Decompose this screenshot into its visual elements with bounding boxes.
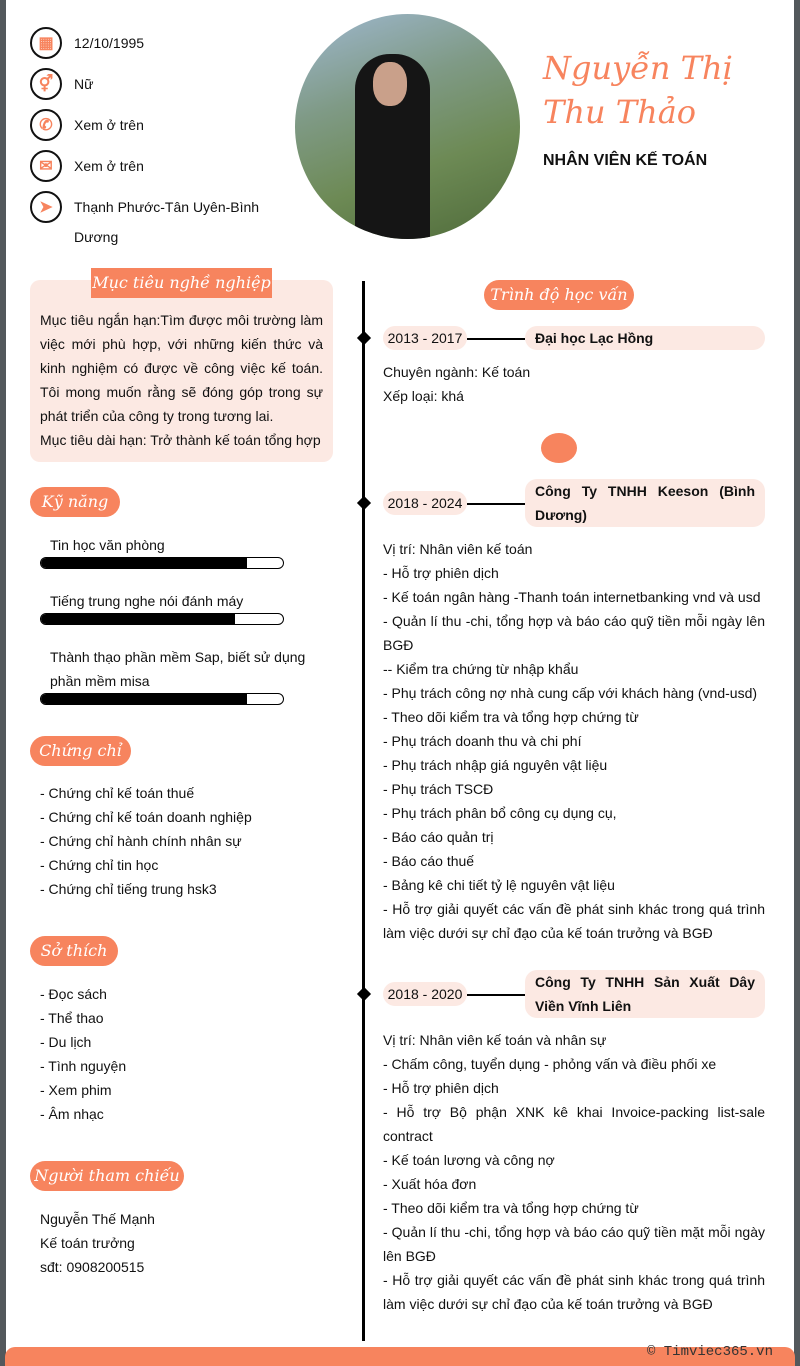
- job-duty: -- Kiểm tra chứng từ nhập khẩu: [383, 661, 579, 677]
- right-scrollbar[interactable]: [794, 0, 800, 1366]
- list-item: - Âm nhạc: [40, 1106, 104, 1122]
- reference-heading: Người tham chiếu: [30, 1161, 184, 1191]
- connector-line: [467, 994, 525, 996]
- job-duty: - Xuất hóa đơn: [383, 1176, 477, 1192]
- birthdate: 12/10/1995: [74, 35, 145, 51]
- job-date: 2018 - 2020: [383, 982, 467, 1006]
- gender: Nữ: [74, 76, 94, 92]
- job-title: NHÂN VIÊN KẾ TOÁN: [543, 152, 708, 169]
- skill-label: Thành thạo phần mềm Sap, biết sử dụng phần mềm misa: [50, 649, 306, 689]
- job-duty: - Hỗ trợ phiên dịch: [383, 565, 499, 581]
- phone-icon: ✆: [30, 109, 62, 141]
- job-duty: - Phụ trách TSCĐ: [383, 781, 494, 797]
- skill-bar: [40, 613, 284, 625]
- profile-photo: [295, 14, 520, 239]
- skill-label: Tin học văn phòng: [50, 537, 165, 553]
- watermark: © Timviec365.vn: [646, 1344, 773, 1360]
- reference-name: Nguyễn Thế Mạnh: [40, 1211, 155, 1227]
- hobbies-list: [40, 982, 126, 1126]
- list-item: - Chứng chỉ hành chính nhân sự: [40, 833, 242, 849]
- objective-short: Mục tiêu ngắn hạn:Tìm được môi trường làm việc mới phù hợp, với những kiến thức và kinh nghiệm có được về công việc kế toán. Tôi mong muốn rằng sẽ đóng góp trong sự phát triển của công ty trong tương lai.: [40, 312, 323, 424]
- calendar-icon: ▦: [30, 27, 62, 59]
- job-duty: - Phụ trách doanh thu và chi phí: [383, 733, 582, 749]
- list-item: - Chứng chỉ tin học: [40, 857, 159, 873]
- list-item: - Xem phim: [40, 1082, 112, 1098]
- job-duty: - Kế toán lương và công nợ: [383, 1152, 555, 1168]
- skill-bar-fill: [41, 558, 247, 568]
- list-item: - Thể thao: [40, 1010, 104, 1026]
- list-item: - Du lịch: [40, 1034, 92, 1050]
- job-duty: - Phụ trách công nợ nhà cung cấp với khách hàng (vnd-usd): [383, 685, 758, 701]
- skill-bar: [40, 693, 284, 705]
- education-major: Chuyên ngành: Kế toán: [383, 364, 531, 380]
- job-duty: Vị trí: Nhân viên kế toán: [383, 541, 533, 557]
- job-duty: Vị trí: Nhân viên kế toán và nhân sự: [383, 1032, 607, 1048]
- gender-icon: ⚥: [30, 68, 62, 100]
- email: Xem ở trên: [74, 158, 144, 174]
- skill-bar-fill: [41, 694, 247, 704]
- location-icon: ➤: [30, 191, 62, 223]
- timeline-marker: [357, 331, 371, 345]
- certificates-heading: Chứng chỉ: [30, 736, 131, 766]
- objective-heading: Mục tiêu nghề nghiệp: [91, 268, 272, 298]
- list-item: - Chứng chỉ kế toán doanh nghiệp: [40, 809, 252, 825]
- job-company: Công Ty TNHH Sản Xuất Dây Viền Vĩnh Liên: [525, 970, 765, 1018]
- education-details: [383, 360, 765, 408]
- job-duty: - Theo dõi kiểm tra và tổng hợp chứng từ: [383, 709, 639, 725]
- timeline-marker: [357, 496, 371, 510]
- reference-position: Kế toán trưởng: [40, 1235, 135, 1251]
- job-details: [383, 1028, 765, 1316]
- skill-bar-fill: [41, 614, 235, 624]
- job-duty: - Báo cáo quản trị: [383, 829, 494, 845]
- list-item: - Chứng chỉ kế toán thuế: [40, 785, 195, 801]
- connector-line: [467, 338, 525, 340]
- job-duty: - Phụ trách phân bổ công cụ dụng cụ,: [383, 805, 617, 821]
- job-duty: - Kế toán ngân hàng -Thanh toán internetbanking vnd và usd: [383, 589, 761, 605]
- list-item: - Chứng chỉ tiếng trung hsk3: [40, 881, 217, 897]
- connector-line: [467, 503, 525, 505]
- reference-phone: sđt: 0908200515: [40, 1259, 145, 1275]
- phone: Xem ở trên: [74, 117, 144, 133]
- job-duty: - Chấm công, tuyển dụng - phỏng vấn và điều phối xe: [383, 1056, 717, 1072]
- education-heading: Trình độ học vấn: [484, 280, 634, 310]
- timeline-marker: [357, 987, 371, 1001]
- section-marker-dot: [541, 433, 577, 463]
- job-date: 2018 - 2024: [383, 491, 467, 515]
- skill-label: Tiếng trung nghe nói đánh máy: [50, 593, 244, 609]
- job-duty: - Hỗ trợ giải quyết các vấn đề phát sinh khác trong quá trình làm việc dưới sự chỉ đạo của kế toán trưởng và BGĐ: [383, 1272, 765, 1312]
- job-duty: - Bảng kê chi tiết tỷ lệ nguyên vật liệu: [383, 877, 615, 893]
- job-duty: - Theo dõi kiểm tra và tổng hợp chứng từ: [383, 1200, 639, 1216]
- job-duty: - Quản lí thu -chi, tổng hợp và báo cáo quỹ tiền mỗi ngày lên BGĐ: [383, 613, 765, 653]
- job-duty: - Phụ trách nhập giá nguyên vật liệu: [383, 757, 608, 773]
- job-duty: - Hỗ trợ phiên dịch: [383, 1080, 499, 1096]
- address: Thạnh Phước-Tân Uyên-Bình Dương: [74, 199, 260, 245]
- objective-long: Mục tiêu dài hạn: Trở thành kế toán tổng hợp: [40, 432, 321, 448]
- job-duty: - Quản lí thu -chi, tổng hợp và báo cáo quỹ tiền mặt mỗi ngày lên BGĐ: [383, 1224, 765, 1264]
- job-duty: - Báo cáo thuế: [383, 853, 475, 869]
- job-details: [383, 537, 765, 945]
- timeline-line: [362, 281, 365, 1341]
- list-item: - Đọc sách: [40, 986, 107, 1002]
- skills-heading: Kỹ năng: [30, 487, 120, 517]
- education-grade: Xếp loại: khá: [383, 388, 464, 404]
- education-school: Đại học Lạc Hồng: [525, 326, 765, 350]
- objective-text: [40, 308, 323, 452]
- certificates-list: [40, 781, 252, 901]
- candidate-name: Nguyễn Thị Thu Thảo: [543, 49, 733, 131]
- skill-bar: [40, 557, 284, 569]
- job-duty: - Hỗ trợ Bộ phận XNK kê khai Invoice-packing list-sale contract: [383, 1104, 765, 1144]
- job-company: Công Ty TNHH Keeson (Bình Dương): [525, 479, 765, 527]
- list-item: - Tình nguyện: [40, 1058, 127, 1074]
- job-duty: - Hỗ trợ giải quyết các vấn đề phát sinh khác trong quá trình làm việc dưới sự chỉ đạo của kế toán trưởng và BGĐ: [383, 901, 765, 941]
- education-date: 2013 - 2017: [383, 326, 467, 350]
- email-icon: ✉: [30, 150, 62, 182]
- reference-info: [40, 1207, 155, 1279]
- left-border: [0, 0, 6, 1366]
- hobbies-heading: Sở thích: [30, 936, 118, 966]
